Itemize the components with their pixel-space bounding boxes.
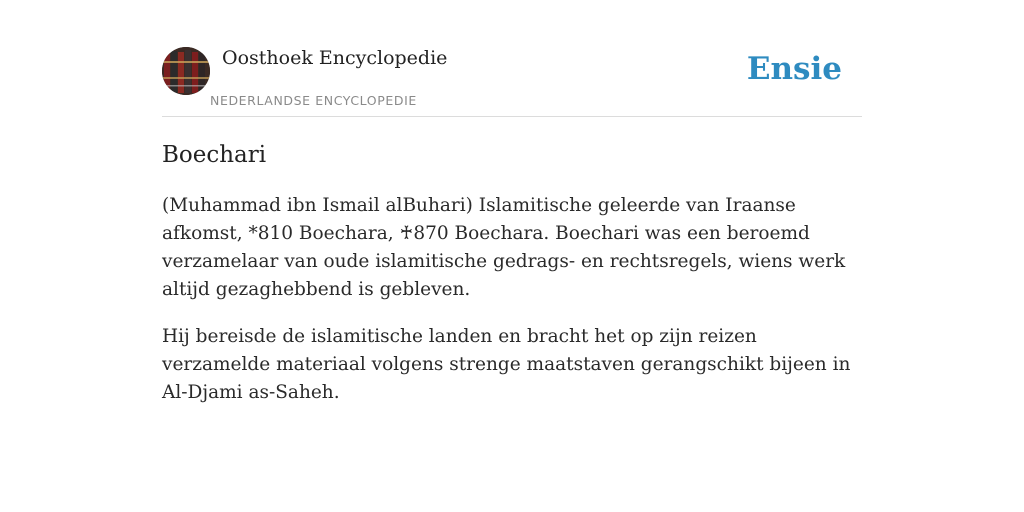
site-header (162, 46, 862, 117)
site-name[interactable]: Oosthoek Encyclopedie (222, 47, 448, 69)
article-title: Boechari (162, 142, 267, 168)
ensie-logo[interactable]: Ensie (746, 51, 842, 87)
article-paragraph: (Muhammad ibn Ismail alBuhari) Islamitische geleerde van Iraanse afkomst, *810 Boechara, ♰870 Boechara. Boechari was een beroemd verzamelaar van oude islamitische gedrags- en rechtsregels, wiens werk altijd gezaghebbend is gebleven. (162, 195, 846, 300)
book-spines-icon (162, 47, 210, 95)
article-body (162, 192, 866, 426)
encyclopedia-avatar[interactable] (162, 47, 210, 95)
article-paragraph: Hij bereisde de islamitische landen en bracht het op zijn reizen verzamelde materiaal volgens strenge maatstaven gerangschikt bijeen in Al-Djami as-Saheh. (162, 326, 851, 403)
site-subtitle: NEDERLANDSE ENCYCLOPEDIE (210, 93, 417, 108)
